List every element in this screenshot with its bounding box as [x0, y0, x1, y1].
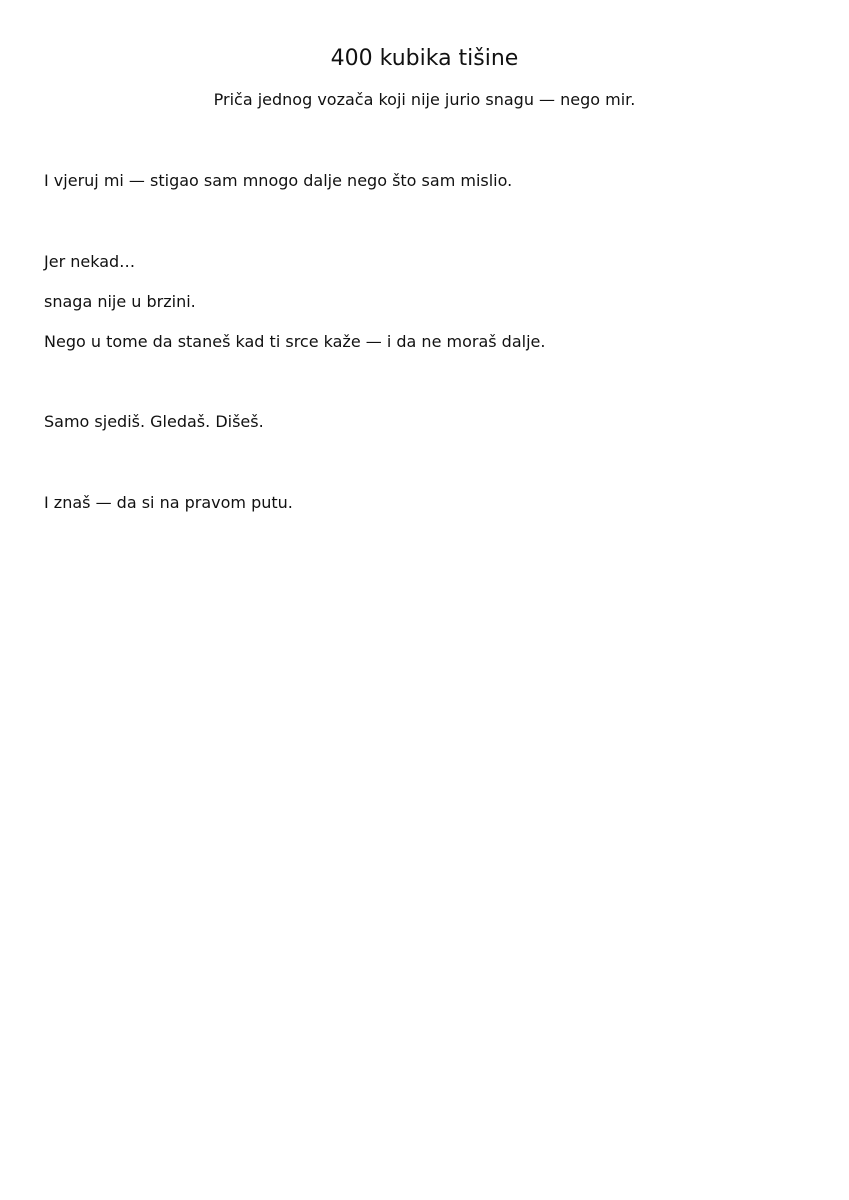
paragraph: Samo sjediš. Gledaš. Dišeš. [44, 412, 264, 431]
paragraph: I znaš — da si na pravom putu. [44, 493, 293, 512]
paragraph: snaga nije u brzini. [44, 292, 196, 311]
paragraph: Jer nekad… [44, 252, 136, 271]
document-title: 400 kubika tišine [330, 46, 519, 71]
paragraph: I vjeruj mi — stigao sam mnogo dalje nego što sam mislio. [44, 171, 513, 190]
document-subtitle: Priča jednog vozača koji nije jurio snagu — nego mir. [213, 90, 636, 109]
paragraph: Nego u tome da staneš kad ti srce kaže — i da ne moraš dalje. [44, 332, 546, 351]
